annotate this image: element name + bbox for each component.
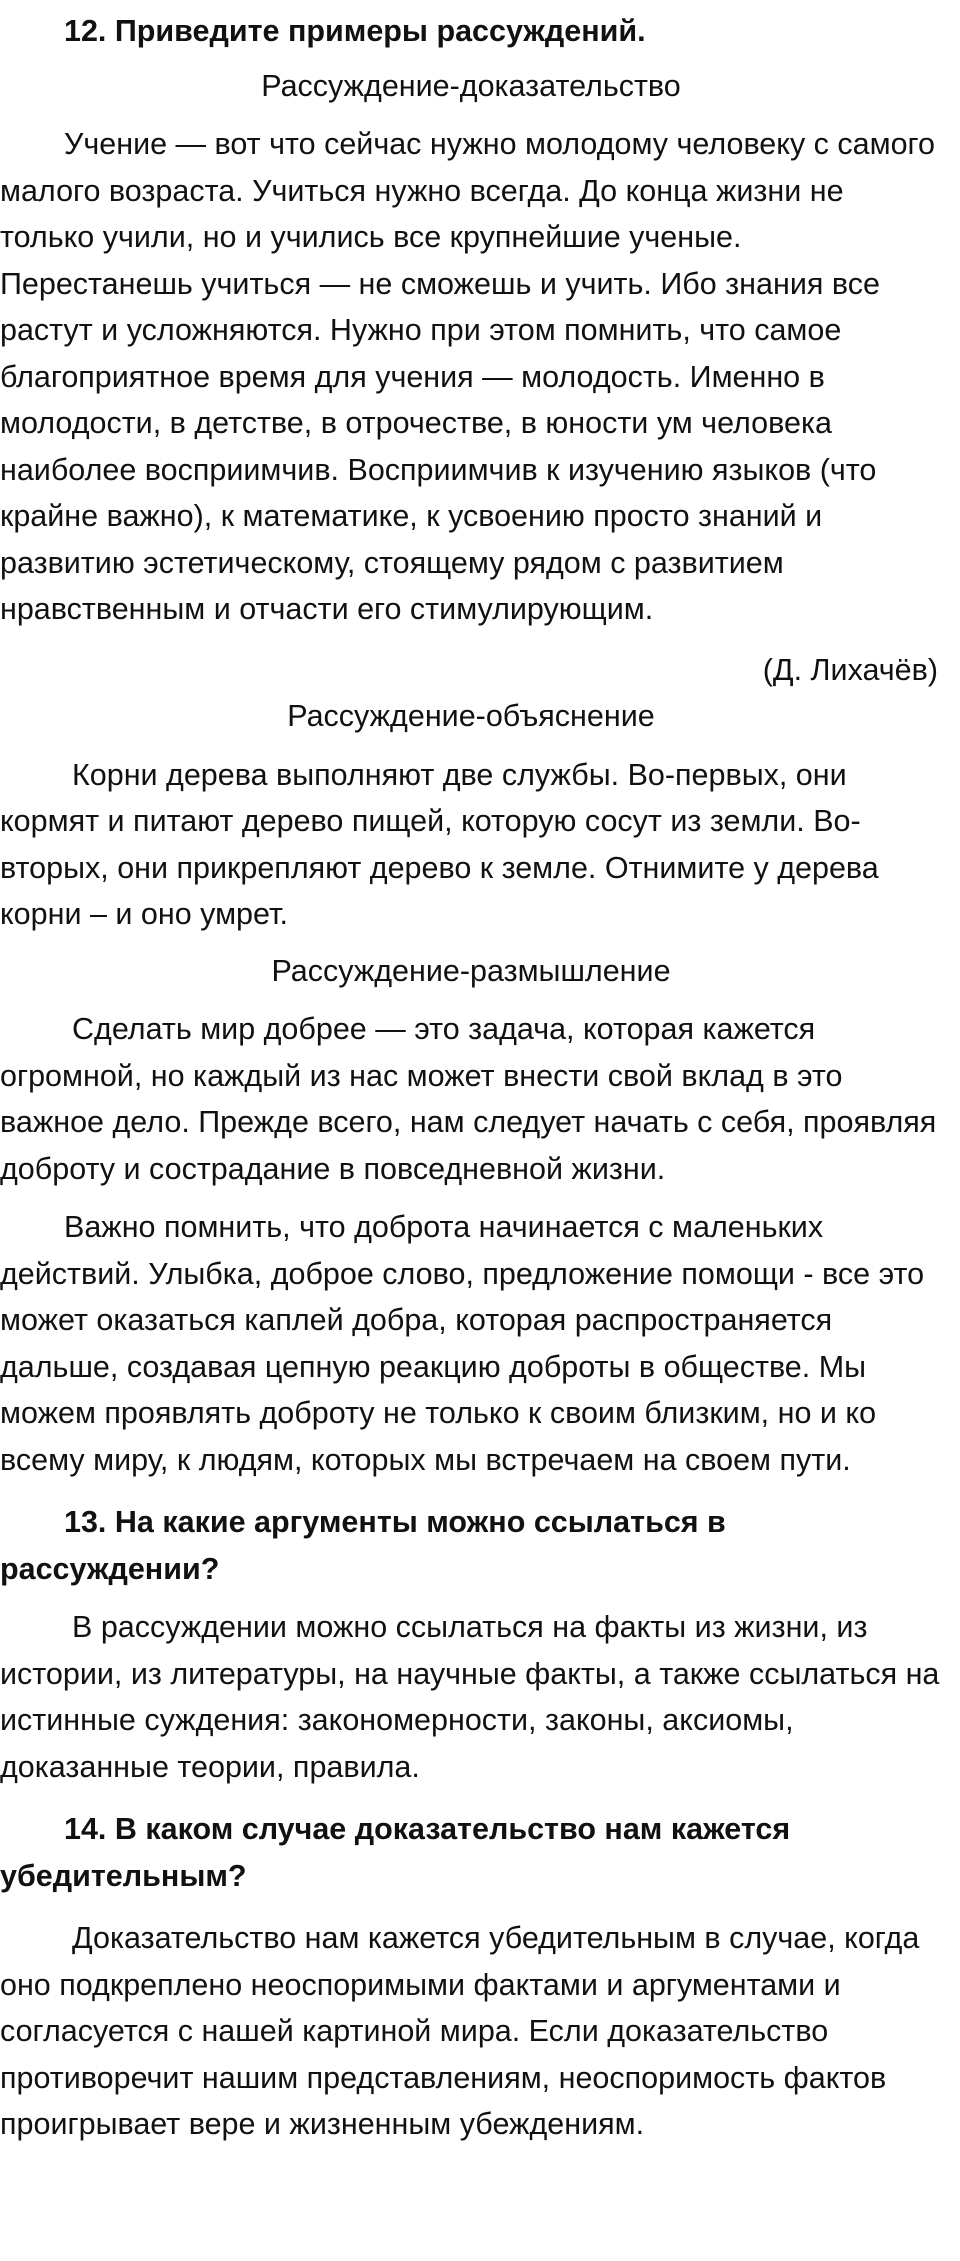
proof-author: (Д. Лихачёв): [762, 652, 938, 687]
spacer: [0, 1899, 942, 1915]
spacer: [0, 1592, 942, 1604]
question-13-answer: В рассуждении можно ссылаться на факты из жизни, из истории, из литературы, на научные факты, а также ссылаться на истинные суждения: закономерности, законы, аксиомы, доказанные теории, правила.: [0, 1610, 940, 1784]
spacer: [0, 1192, 942, 1204]
spacer: [0, 1483, 942, 1499]
reflection-paragraph-2: Важно помнить, что доброта начинается с маленьких действий. Улыбка, доброе слово, предложение помощи - все это может оказаться каплей добра, которая распространяется дальше, создавая цепную реакцию доброты в обществе. Мы можем проявлять доброту не только к своим близким, но и ко всему миру, к людям, которых мы встречаем на своем пути.: [0, 1210, 925, 1477]
reflection-paragraph-1: Сделать мир добрее — это задача, которая кажется огромной, но каждый из нас может внести свой вклад в это важное дело. Прежде всего, нам следует начать с себя, проявляя доброту и сострадание в повседневной жизни.: [0, 1012, 937, 1186]
question-13-heading: 13. На какие аргументы можно ссылаться в рассуждении?: [0, 1505, 726, 1586]
explanation-title: Рассуждение-объяснение: [287, 699, 655, 733]
question-14-heading: 14. В каком случае доказательство нам кажется убедительным?: [0, 1812, 791, 1893]
question-12-heading: 12. Приведите примеры рассуждений.: [64, 14, 646, 48]
reflection-title: Рассуждение-размышление: [271, 953, 671, 988]
explanation-paragraph: Корни дерева выполняют две службы. Во-первых, они кормят и питают дерево пищей, которую сосут из земли. Во-вторых, они прикрепляют дерево к земле. Отнимите у дерева корни – и оно умрет.: [0, 757, 879, 931]
spacer: [0, 1790, 942, 1806]
proof-paragraph: Учение — вот что сейчас нужно молодому человеку с самого малого возраста. Учиться нужно всегда. До конца жизни не только учили, но и учились все крупнейшие ученые. Перестанешь учиться — не сможешь и учить. Ибо знания все растут и усложняются. Нужно при этом помнить, что самое благоприятное время для учения — молодость. Именно в молодости, в детстве, в отрочестве, в юности ум человека наиболее восприимчив. Восприимчив к изучению языков (что крайне важно), к математике, к усвоению просто знаний и развитию эстетическому, стоящему рядом с развитием нравственным и отчасти его стимулирующим.: [0, 127, 935, 626]
proof-title: Рассуждение-доказательство: [261, 68, 681, 103]
question-14-answer: Доказательство нам кажется убедительным в случае, когда оно подкреплено неоспоримыми фактами и аргументами и согласуется с нашей картиной мира. Если доказательство противоречит нашим представлениям, неоспоримость фактов проигрывает вере и жизненным убеждениям.: [0, 1921, 920, 2141]
